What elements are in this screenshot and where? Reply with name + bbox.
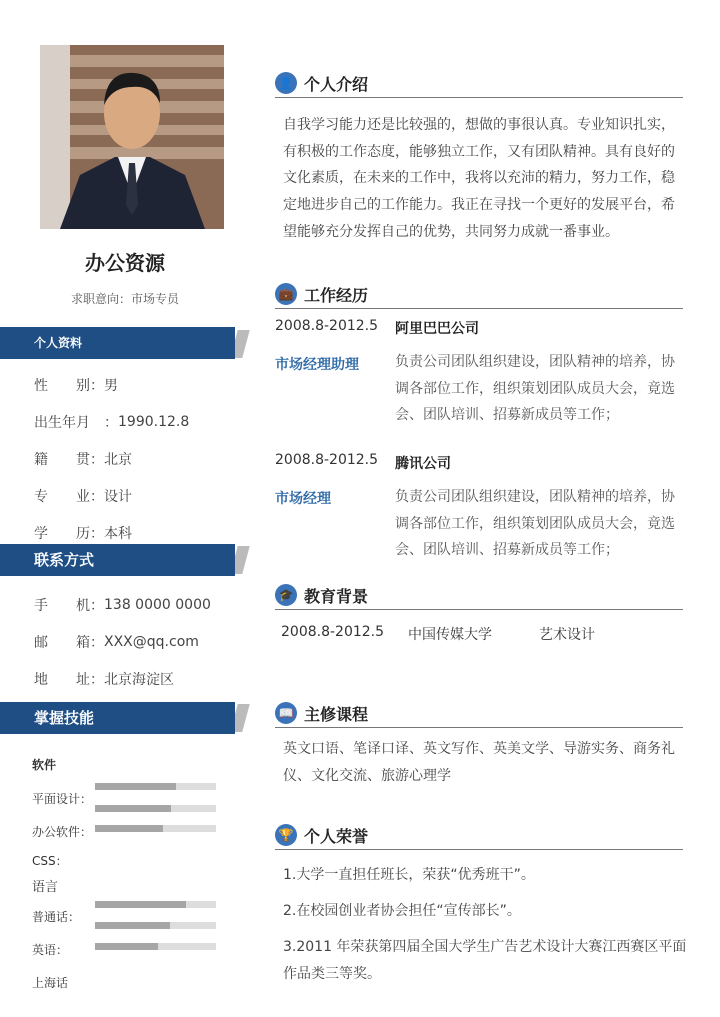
label-part: 专 — [34, 488, 48, 505]
skill-name: CSS： — [32, 854, 68, 868]
colon: ： — [90, 671, 104, 688]
user-icon: 👤 — [275, 72, 297, 94]
label-part: 别 — [76, 377, 90, 394]
profile-photo — [40, 45, 224, 229]
label-part: 业 — [76, 488, 90, 505]
education-header — [275, 582, 683, 610]
section-title: 工作经历 — [304, 286, 369, 305]
education-school: 中国传媒大学 — [408, 627, 492, 643]
book-icon: 📖 — [275, 702, 297, 724]
trophy-icon: 🏆 — [275, 824, 297, 846]
work-company: 阿里巴巴公司 — [395, 321, 479, 337]
info-row — [0, 660, 235, 697]
info-value: 北京海淀区 — [104, 671, 174, 688]
info-value: 男 — [104, 377, 118, 394]
info-value: 北京 — [104, 451, 132, 468]
colon: ： — [90, 597, 104, 614]
work-date: 2008.8-2012.5 — [275, 318, 379, 334]
info-label — [34, 523, 90, 543]
contact-header: 联系方式 — [0, 544, 235, 576]
skill-name: 上海话 — [32, 976, 69, 990]
info-row — [0, 477, 235, 514]
label-part: 址 — [76, 671, 90, 688]
honor-item: 1.大学一直担任班长，荣获“优秀班干”。 — [283, 867, 535, 883]
info-label — [34, 486, 90, 506]
language-skills — [0, 872, 235, 990]
skill-bar-fill — [95, 922, 170, 929]
info-label — [34, 632, 90, 652]
skill-bar — [95, 901, 216, 908]
honor-item: 3.2011 年荣获第四届全国大学生广告艺术设计大赛江西赛区平面作品类三等奖。 — [283, 939, 687, 982]
label-part: 地 — [34, 671, 48, 688]
skill-bar — [95, 922, 216, 929]
candidate-name: 办公资源 — [85, 251, 165, 275]
language-label: 语言 — [32, 880, 59, 895]
label-part: 性 — [34, 377, 48, 394]
work-company: 腾讯公司 — [395, 456, 451, 472]
label-part: 手 — [34, 597, 48, 614]
intro-text: 自我学习能力还是比较强的，想做的事很认真。专业知识扎实，有积极的工作态度，能够独立工作，又有团队精神。具有良好的文化素质，在未来的工作中，我将以充沛的精力，努力工作，稳定地进步自己的工作能力。我正在寻找一个更好的发展平台，希望能够充分发挥自己的优势，共同努力成就一番事业。 — [283, 117, 675, 240]
info-label — [34, 669, 90, 689]
info-value: 本科 — [104, 525, 132, 542]
work-role: 市场经理助理 — [275, 357, 359, 373]
colon: ： — [90, 488, 104, 505]
section-title: 个人介绍 — [304, 75, 369, 94]
honors-header — [275, 822, 683, 850]
education-date: 2008.8-2012.5 — [281, 624, 385, 640]
section-title: 教育背景 — [304, 587, 369, 606]
label-part: 贯 — [76, 451, 90, 468]
software-skills — [0, 738, 235, 872]
skill-name: 办公软件： — [32, 825, 93, 839]
personal-info-header: 个人资料 — [0, 327, 235, 359]
info-label — [34, 375, 90, 395]
info-value: XXX@qq.com — [104, 633, 199, 650]
info-value: 1990.12.8 — [118, 413, 190, 430]
skill-bar-fill — [95, 901, 186, 908]
graduation-cap-icon: 🎓 — [275, 584, 297, 606]
section-title: 个人荣誉 — [304, 827, 369, 846]
work-date: 2008.8-2012.5 — [275, 452, 379, 468]
label-part: 出生年月 — [34, 414, 90, 431]
skill-bar — [95, 783, 216, 790]
skill-name: 普通话： — [32, 910, 81, 924]
info-row — [0, 366, 235, 403]
skill-bar — [95, 943, 216, 950]
work-description: 负责公司团队组织建设，团队精神的培养，协调各部位工作，组织策划团队成员大会，竟选会、团队培训、招募新成员等工作； — [395, 489, 675, 558]
briefcase-icon: 💼 — [275, 283, 297, 305]
colon: ： — [90, 451, 104, 468]
personal-info-list — [0, 366, 235, 542]
info-value: 138 0000 0000 — [104, 596, 211, 613]
colon: ： — [90, 634, 104, 651]
info-label — [34, 449, 90, 469]
label-part: 邮 — [34, 634, 48, 651]
honor-item: 2.在校园创业者协会担任“宣传部长”。 — [283, 903, 521, 919]
skill-bar-fill — [95, 943, 158, 950]
work-role: 市场经理 — [275, 491, 331, 507]
info-row — [0, 586, 235, 623]
work-header — [275, 281, 683, 309]
label-part: 机 — [76, 597, 90, 614]
info-label — [34, 412, 104, 432]
contact-list — [0, 586, 235, 688]
colon: ： — [90, 525, 104, 542]
skill-bar-fill — [95, 783, 176, 790]
skill-bar-fill — [95, 805, 171, 812]
info-label — [34, 595, 90, 615]
education-major: 艺术设计 — [539, 627, 595, 643]
colon: ： — [104, 414, 118, 431]
label-part: 学 — [34, 525, 48, 542]
software-label: 软件 — [32, 758, 57, 772]
skill-bar — [95, 805, 216, 812]
label-part: 箱 — [76, 634, 90, 651]
skill-name: 英语： — [32, 943, 69, 957]
work-description: 负责公司团队组织建设，团队精神的培养，协调各部位工作，组织策划团队成员大会，竟选会、团队培训、招募新成员等工作； — [395, 354, 675, 423]
skill-bar — [95, 825, 216, 832]
colon: ： — [90, 377, 104, 394]
section-title: 主修课程 — [304, 705, 369, 724]
job-intent: 求职意向：市场专员 — [70, 292, 179, 306]
info-value: 设计 — [104, 488, 132, 505]
label-part: 历 — [76, 525, 90, 542]
info-row — [0, 623, 235, 660]
skill-name: 平面设计： — [32, 792, 93, 806]
skill-bar-fill — [95, 825, 163, 832]
skills-header: 掌握技能 — [0, 702, 235, 734]
courses-text: 英文口语、笔译口译、英文写作、英美文学、导游实务、商务礼仪、文化交流、旅游心理学 — [283, 741, 675, 784]
info-row — [0, 440, 235, 477]
label-part: 籍 — [34, 451, 48, 468]
intro-header — [275, 70, 683, 98]
courses-header — [275, 700, 683, 728]
info-row — [0, 403, 235, 440]
